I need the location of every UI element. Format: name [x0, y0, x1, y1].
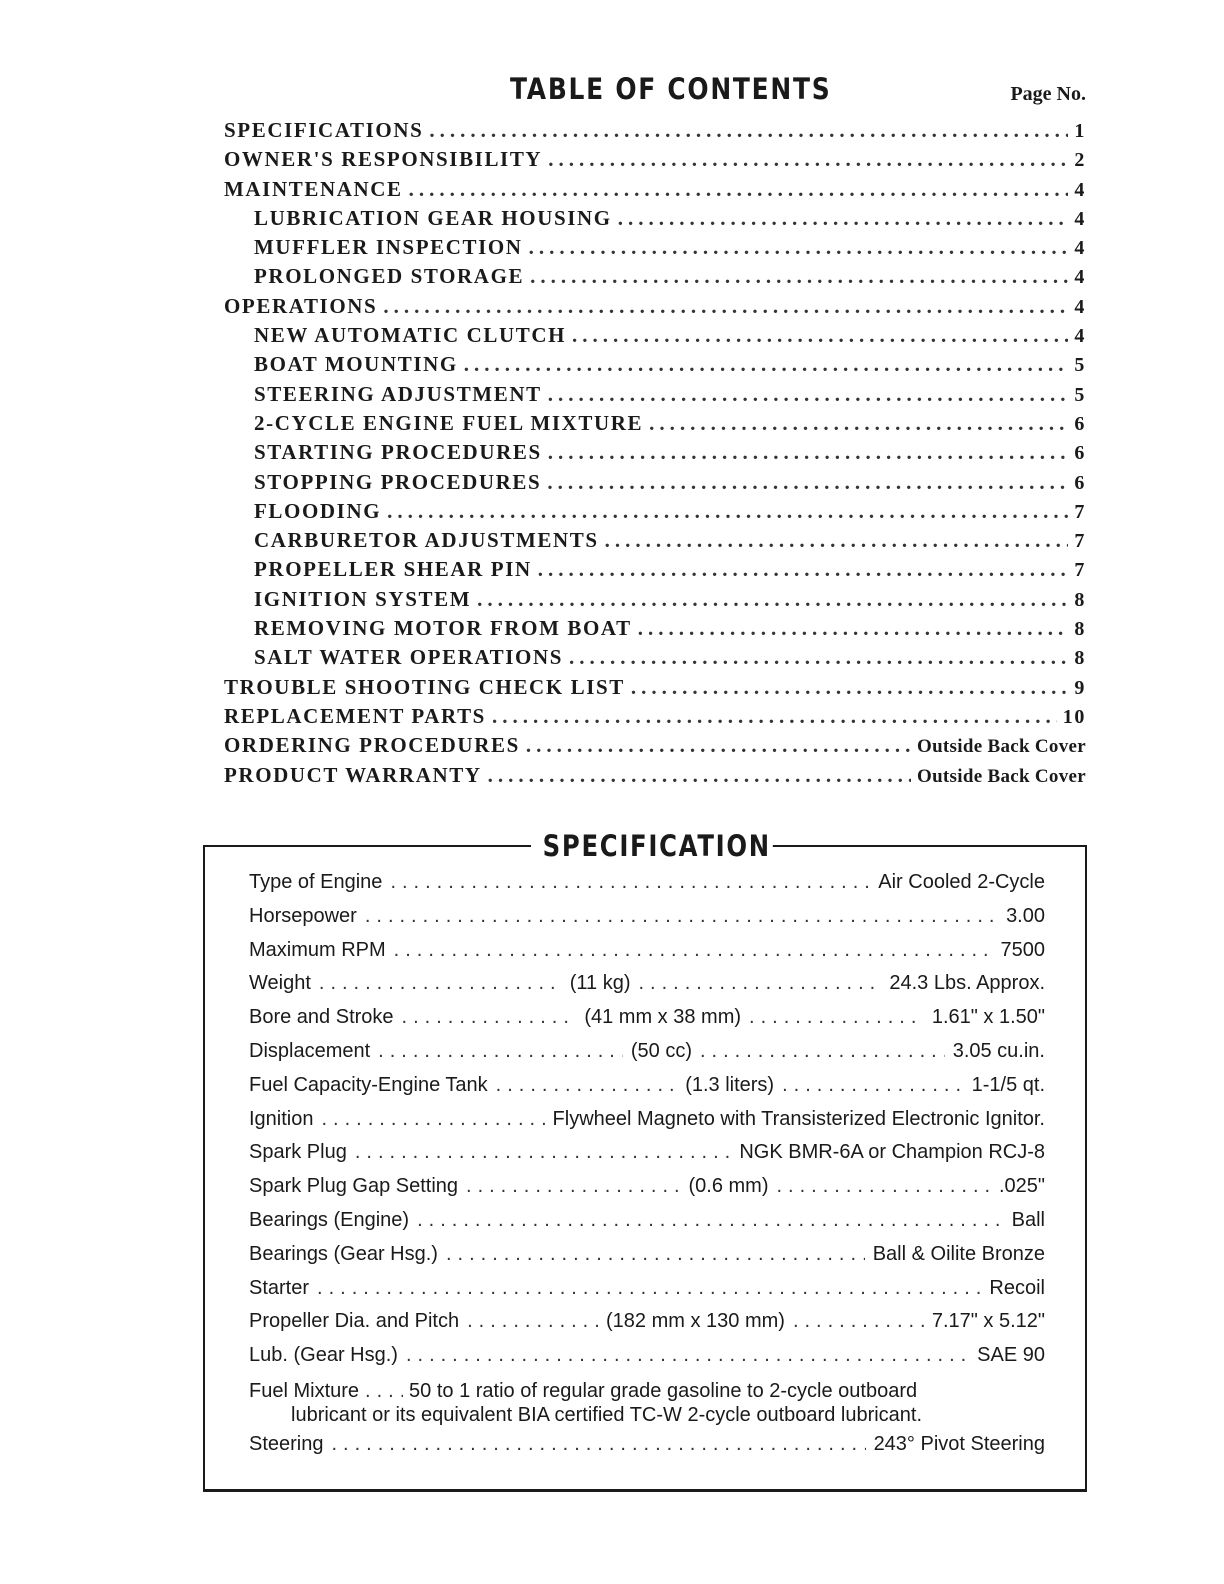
toc-entry-page: 7: [1074, 500, 1086, 523]
toc-entry-page: 8: [1074, 618, 1086, 641]
spec-label: Maximum RPM: [249, 938, 386, 961]
dot-leader: [782, 1074, 964, 1097]
toc-entry: [224, 177, 1086, 206]
toc-entry-label: PROLONGED STORAGE: [254, 264, 525, 289]
toc-title: TABLE OF CONTENTS: [510, 72, 832, 106]
dot-leader: [649, 411, 1068, 436]
toc-entry: [224, 411, 1086, 440]
spec-value: 3.00: [1006, 904, 1045, 927]
spec-metric: (0.6 mm): [688, 1175, 769, 1198]
spec-label: Bearings (Engine): [249, 1208, 410, 1231]
dot-leader: [488, 763, 911, 788]
dot-leader: [429, 118, 1068, 143]
toc-entry-label: REPLACEMENT PARTS: [224, 703, 486, 728]
toc-entry-label: PROPELLER SHEAR PIN: [254, 557, 532, 582]
dot-leader: [538, 557, 1069, 582]
dot-leader: [383, 294, 1068, 319]
spec-title: SPECIFICATION: [542, 829, 771, 863]
spec-value: .025": [998, 1175, 1046, 1198]
dot-leader: [322, 1108, 545, 1131]
spec-value-continued: lubricant or its equivalent BIA certified TC-W 2-cycle outboard lubricant.: [291, 1403, 923, 1426]
spec-row: [249, 972, 1045, 1006]
spec-row-fuel-mixture: [249, 1378, 1045, 1427]
toc-entry: [224, 675, 1086, 704]
dot-leader: [477, 587, 1068, 612]
toc-entry-page: Outside Back Cover: [916, 736, 1086, 758]
spec-label: Bore and Stroke: [249, 1006, 394, 1029]
toc-entry: [224, 733, 1086, 762]
spec-metric: (11 kg): [569, 972, 631, 995]
toc-entry-page: 9: [1074, 676, 1086, 699]
spec-label: Spark Plug: [249, 1141, 347, 1164]
toc-entry-page: 6: [1074, 442, 1086, 465]
toc-entry: [224, 147, 1086, 176]
spec-label: Propeller Dia. and Pitch: [249, 1310, 460, 1333]
toc-entry: [224, 206, 1086, 235]
toc-entry-label: OPERATIONS: [224, 293, 378, 318]
spec-row: [249, 1209, 1045, 1243]
fuel-mixture-line1: [249, 1380, 1045, 1403]
toc-entry-label: STEERING ADJUSTMENT: [254, 381, 542, 406]
dot-leader: [548, 440, 1069, 465]
spec-label: Spark Plug Gap Setting: [249, 1175, 459, 1198]
spec-value: 1-1/5 qt.: [971, 1073, 1046, 1096]
toc-entry: [224, 470, 1086, 499]
spec-label: Starter: [249, 1276, 310, 1299]
dot-leader: [378, 1040, 623, 1063]
dot-leader: [530, 264, 1068, 289]
spec-value: NGK BMR-6A or Champion RCJ-8: [739, 1141, 1045, 1164]
toc-list: [224, 118, 1086, 792]
toc-entry-label: STARTING PROCEDURES: [254, 440, 542, 465]
dot-leader: [548, 382, 1069, 407]
toc-entry-label: SPECIFICATIONS: [224, 118, 424, 142]
dot-leader: [605, 528, 1069, 553]
spec-row: [249, 1344, 1045, 1378]
spec-metric: (50 cc): [630, 1039, 692, 1062]
dot-leader: [639, 972, 882, 995]
dot-leader: [365, 1380, 403, 1403]
toc-entry: [224, 294, 1086, 323]
toc-entry-page: 4: [1074, 237, 1086, 260]
toc-entry-page: 2: [1074, 149, 1086, 172]
toc-entry-page: 7: [1074, 530, 1086, 553]
dot-leader: [417, 1209, 1004, 1232]
spec-row: [249, 1006, 1045, 1040]
toc-entry-page: 7: [1074, 559, 1086, 582]
toc-entry-label: 2-CYCLE ENGINE FUEL MIXTURE: [254, 410, 644, 435]
toc-entry-page: 10: [1062, 705, 1086, 728]
toc-entry: [224, 704, 1086, 733]
dot-leader: [365, 905, 998, 928]
dot-leader: [387, 499, 1068, 524]
toc-entry-label: STOPPING PROCEDURES: [254, 469, 542, 494]
spec-value: SAE 90: [977, 1344, 1045, 1367]
dot-leader: [618, 206, 1069, 231]
toc-entry-label: REMOVING MOTOR FROM BOAT: [254, 616, 632, 641]
spec-row: [249, 1040, 1045, 1074]
toc-entry-label: TROUBLE SHOOTING CHECK LIST: [224, 674, 625, 699]
toc-entry-page: 4: [1074, 266, 1086, 289]
dot-leader: [526, 733, 911, 758]
spec-metric: (41 mm x 38 mm): [584, 1006, 742, 1029]
spec-row: [249, 1277, 1045, 1311]
dot-leader: [467, 1310, 598, 1333]
toc-entry-label: PRODUCT WARRANTY: [224, 762, 482, 787]
spec-row: [249, 1433, 1045, 1467]
spec-row: [249, 1310, 1045, 1344]
toc-entry-label: FLOODING: [254, 498, 382, 523]
spec-value: 1.61" x 1.50": [931, 1006, 1046, 1029]
dot-leader: [466, 1175, 680, 1198]
toc-entry-label: ORDERING PROCEDURES: [224, 733, 520, 758]
dot-leader: [700, 1040, 945, 1063]
toc-entry-page: 8: [1074, 647, 1086, 670]
toc-entry-page: 4: [1074, 325, 1086, 348]
spec-label: Displacement: [249, 1039, 371, 1062]
spec-rule-right: [765, 845, 1085, 847]
dot-leader: [638, 616, 1069, 641]
toc-entry-page: 4: [1074, 178, 1086, 201]
toc-entry-label: MAINTENANCE: [224, 176, 403, 201]
toc-entry: [224, 528, 1086, 557]
specification-box: [203, 829, 1087, 1492]
dot-leader: [572, 323, 1068, 348]
toc-entry: [224, 616, 1086, 645]
toc-entry-page: 8: [1074, 588, 1086, 611]
dot-leader: [390, 871, 870, 894]
spec-row: [249, 1074, 1045, 1108]
spec-value: 50 to 1 ratio of regular grade gasoline to 2-cycle outboard: [409, 1379, 918, 1402]
spec-row: [249, 1175, 1045, 1209]
toc-entry-page: 5: [1074, 383, 1086, 406]
spec-value: Recoil: [989, 1276, 1045, 1299]
spec-row: [249, 939, 1045, 973]
spec-value: Ball & Oilite Bronze: [872, 1242, 1045, 1265]
toc-entry: [224, 440, 1086, 469]
spec-value: Ball: [1011, 1208, 1045, 1231]
spec-metric: (1.3 liters): [685, 1073, 775, 1096]
spec-list: [249, 871, 1045, 1467]
spec-label: Fuel Mixture: [249, 1379, 360, 1402]
spec-label: Bearings (Gear Hsg.): [249, 1242, 438, 1265]
toc-entry: [224, 118, 1086, 147]
spec-value: 7.17" x 5.12": [931, 1310, 1045, 1333]
dot-leader: [446, 1243, 865, 1266]
dot-leader: [569, 645, 1068, 670]
spec-label: Steering: [249, 1432, 324, 1455]
dot-leader: [394, 939, 993, 962]
toc-entry-label: LUBRICATION GEAR HOUSING: [254, 205, 612, 230]
dot-leader: [319, 972, 562, 995]
dot-leader: [631, 675, 1069, 700]
dot-leader: [793, 1310, 924, 1333]
toc-entry-page: 5: [1074, 354, 1086, 377]
spec-label: Ignition: [249, 1107, 314, 1130]
spec-row: [249, 905, 1045, 939]
spec-value: Flywheel Magneto with Transisterized Electronic Ignitor.: [552, 1107, 1045, 1130]
toc-entry-label: IGNITION SYSTEM: [254, 586, 472, 611]
toc-entry: [224, 235, 1086, 264]
dot-leader: [547, 470, 1068, 495]
toc-entry: [224, 352, 1086, 381]
toc-entry-label: MUFFLER INSPECTION: [254, 235, 523, 260]
dot-leader: [332, 1433, 866, 1456]
spec-rule-left: [205, 845, 531, 847]
spec-label: Weight: [249, 972, 311, 995]
dot-leader: [402, 1006, 577, 1029]
toc-entry-label: NEW AUTOMATIC CLUTCH: [254, 323, 567, 348]
toc-entry-page: 1: [1074, 120, 1086, 142]
toc-entry-label: CARBURETOR ADJUSTMENTS: [254, 528, 599, 553]
toc-entry-page: 4: [1074, 295, 1086, 318]
spec-value: 243° Pivot Steering: [873, 1432, 1045, 1455]
toc-entry-label: OWNER'S RESPONSIBILITY: [224, 147, 543, 172]
dot-leader: [464, 352, 1069, 377]
dot-leader: [496, 1074, 678, 1097]
dot-leader: [406, 1344, 969, 1367]
spec-value: Air Cooled 2-Cycle: [878, 871, 1045, 893]
spec-row: [249, 871, 1045, 905]
toc-entry-page: Outside Back Cover: [916, 765, 1086, 787]
toc-entry: [224, 763, 1086, 792]
spec-value: 7500: [1000, 938, 1045, 961]
toc-entry-page: 6: [1074, 471, 1086, 494]
dot-leader: [777, 1175, 991, 1198]
dot-leader: [492, 704, 1057, 729]
spec-row: [249, 1141, 1045, 1175]
dot-leader: [548, 147, 1068, 172]
toc-entry: [224, 645, 1086, 674]
spec-label: Fuel Capacity-Engine Tank: [249, 1073, 488, 1096]
dot-leader: [355, 1141, 732, 1164]
spec-label: Horsepower: [249, 904, 357, 927]
dot-leader: [317, 1277, 981, 1300]
spec-row: [249, 1243, 1045, 1277]
spec-metric: (182 mm x 130 mm): [606, 1310, 785, 1333]
toc-entry-page: 4: [1074, 207, 1086, 230]
toc-entry: [224, 323, 1086, 352]
spec-row: [249, 1108, 1045, 1142]
toc-entry: [224, 557, 1086, 586]
dot-leader: [409, 177, 1069, 202]
toc-entry-label: BOAT MOUNTING: [254, 352, 458, 377]
toc-entry: [224, 264, 1086, 293]
spec-label: Type of Engine: [249, 871, 383, 893]
page-no-header: Page No.: [1010, 83, 1086, 105]
toc-entry-label: SALT WATER OPERATIONS: [254, 645, 564, 670]
toc-entry-page: 6: [1074, 412, 1086, 435]
toc-entry: [224, 587, 1086, 616]
toc-entry: [224, 382, 1086, 411]
spec-label: Lub. (Gear Hsg.): [249, 1344, 398, 1367]
spec-value: 3.05 cu.in.: [952, 1039, 1045, 1062]
dot-leader: [529, 235, 1069, 260]
toc-entry: [224, 499, 1086, 528]
spec-value: 24.3 Lbs. Approx.: [889, 972, 1046, 995]
dot-leader: [749, 1006, 924, 1029]
